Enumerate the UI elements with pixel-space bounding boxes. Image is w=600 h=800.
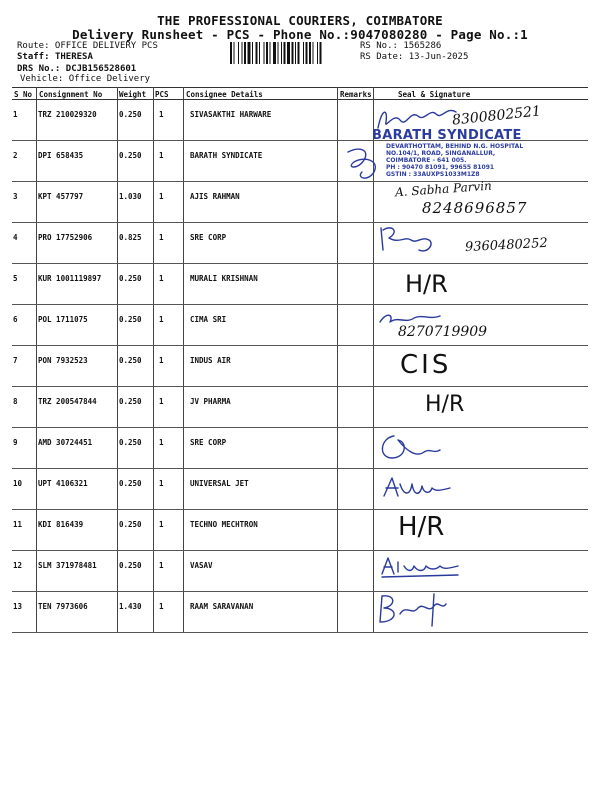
row-sno: 11 xyxy=(13,520,23,529)
row-consignee: UNIVERSAL JET xyxy=(190,479,249,488)
route-label: Route: OFFICE DELIVERY PCS xyxy=(17,41,158,51)
row-sno: 4 xyxy=(13,233,18,242)
barcode-bar xyxy=(313,42,314,64)
table-row xyxy=(12,304,588,345)
barcode-bar xyxy=(273,42,276,64)
row-consignment: DPI 658435 xyxy=(38,151,84,160)
table-top-border xyxy=(12,87,588,88)
row-consignment: PON 7932523 xyxy=(38,356,88,365)
row-weight: 1.430 xyxy=(119,602,142,611)
col-consignee: Consignee Details xyxy=(186,90,263,99)
barcode-bar xyxy=(230,42,232,64)
row-consignment: POL 1711075 xyxy=(38,315,88,324)
row-weight: 0.250 xyxy=(119,397,142,406)
barcode-bar xyxy=(259,42,260,64)
row-sno: 6 xyxy=(13,315,18,324)
barcode-bar xyxy=(320,42,322,64)
row-consignee: JV PHARMA xyxy=(190,397,231,406)
stamp-gstin: GSTIN : 33AUXPS1033M1Z8 xyxy=(386,171,480,178)
barcode-bar xyxy=(270,42,271,64)
col-weight: Weight xyxy=(119,90,147,99)
row-weight: 0.250 xyxy=(119,561,142,570)
table-row xyxy=(12,468,588,509)
stamp-address-2: NO.104/1, ROAD, SINGANALLUR, xyxy=(386,150,496,157)
row-sno: 8 xyxy=(13,397,18,406)
row-consignee: BARATH SYNDICATE xyxy=(190,151,263,160)
row-consignee: TECHNO MECHTRON xyxy=(190,520,258,529)
barcode-bar xyxy=(309,42,311,64)
barcode-bar xyxy=(278,42,279,64)
handwritten-text-row-11: H/R xyxy=(398,512,445,542)
row-consignment: TRZ 210029320 xyxy=(38,110,97,119)
row-weight: 0.825 xyxy=(119,233,142,242)
row-weight: 0.250 xyxy=(119,110,142,119)
row-weight: 0.250 xyxy=(119,479,142,488)
row-consignee: SRE CORP xyxy=(190,438,227,447)
row-sno: 12 xyxy=(13,561,23,570)
runsheet-subtitle: Delivery Runsheet - PCS - Phone No.:9047080280 - Page No.:1 xyxy=(72,27,528,42)
row-weight: 0.250 xyxy=(119,520,142,529)
row-consignment: UPT 4106321 xyxy=(38,479,88,488)
row-sno: 7 xyxy=(13,356,18,365)
row-consignment: KUR 1001119897 xyxy=(38,274,102,283)
handwritten-text-row-7: CIS xyxy=(400,350,452,380)
table-row xyxy=(12,178,588,222)
table-row xyxy=(12,222,588,263)
row-weight: 0.250 xyxy=(119,438,142,447)
company-title: THE PROFESSIONAL COURIERS, COIMBATORE xyxy=(157,13,443,28)
row-pcs: 1 xyxy=(159,438,164,447)
rs-date: RS Date: 13-Jun-2025 xyxy=(360,52,469,62)
row-pcs: 1 xyxy=(159,315,164,324)
row-pcs: 1 xyxy=(159,561,164,570)
barcode-bar xyxy=(287,42,290,64)
row-sno: 9 xyxy=(13,438,18,447)
barcode-bar xyxy=(266,42,268,64)
barcode-bar xyxy=(256,42,258,64)
barcode-bar xyxy=(234,42,235,64)
row-weight: 0.250 xyxy=(119,356,142,365)
row-pcs: 1 xyxy=(159,192,164,201)
table-row xyxy=(12,386,588,427)
barcode-bar xyxy=(317,42,318,64)
handwritten-name-row-3: A. Sabha Parvin xyxy=(394,178,493,200)
row-consignment: PRO 17752906 xyxy=(38,233,93,242)
vehicle-label: Vehicle: Office Delivery xyxy=(20,74,151,84)
row-consignee: AJIS RAHMAN xyxy=(190,192,240,201)
rs-number: RS No.: 1565286 xyxy=(360,41,442,51)
handwritten-text-row-8: H/R xyxy=(425,392,465,417)
barcode-bar xyxy=(238,42,239,64)
barcode-bar xyxy=(306,42,308,64)
barcode-bar xyxy=(298,42,300,64)
table-row xyxy=(12,550,588,591)
row-sno: 3 xyxy=(13,192,18,201)
staff-key: Staff: xyxy=(17,52,50,62)
row-consignee: RAAM SARAVANAN xyxy=(190,602,254,611)
handwritten-phone-row-4: 9360480252 xyxy=(464,235,549,256)
row-consignment: TRZ 200547844 xyxy=(38,397,97,406)
company-stamp xyxy=(372,128,582,178)
row-consignment: AMD 30724451 xyxy=(38,438,93,447)
col-sno: S No xyxy=(14,90,33,99)
stamp-phone: PH : 90470 81091, 99655 81091 xyxy=(386,164,495,171)
row-sno: 1 xyxy=(13,110,18,119)
row-pcs: 1 xyxy=(159,356,164,365)
barcode-bar xyxy=(244,42,246,64)
row-pcs: 1 xyxy=(159,479,164,488)
barcode-bar xyxy=(295,42,296,64)
row-consignee: SRE CORP xyxy=(190,233,227,242)
row-pcs: 1 xyxy=(159,602,164,611)
col-seal-signature: Seal & Signature xyxy=(398,90,471,99)
row-sno: 13 xyxy=(13,602,23,611)
row-weight: 0.250 xyxy=(119,151,142,160)
row-pcs: 1 xyxy=(159,274,164,283)
stamp-address-1: DEVARTHOTTAM, BEHIND N.G. HOSPITAL xyxy=(386,143,524,150)
handwritten-phone-row-6: 8270719909 xyxy=(398,324,488,340)
barcode xyxy=(230,42,356,64)
row-weight: 0.250 xyxy=(119,315,142,324)
barcode-bar xyxy=(264,42,265,64)
row-consignment: KPT 457797 xyxy=(38,192,84,201)
drs-value: DCJB156528601 xyxy=(65,64,137,74)
row-pcs: 1 xyxy=(159,151,164,160)
barcode-bar xyxy=(292,42,294,64)
table-row xyxy=(12,509,588,550)
row-consignment: KDI 816439 xyxy=(38,520,84,529)
row-pcs: 1 xyxy=(159,520,164,529)
handwritten-phone-row-3: 8248696857 xyxy=(422,199,528,217)
row-consignee: CIMA SRI xyxy=(190,315,227,324)
row-consignee: MURALI KRISHNAN xyxy=(190,274,258,283)
row-consignment: SLM 371978481 xyxy=(38,561,97,570)
barcode-bar xyxy=(242,42,243,64)
barcode-bar xyxy=(281,42,282,64)
col-consignment: Consignment No xyxy=(39,90,103,99)
col-pcs: PCS xyxy=(155,90,169,99)
row-sno: 10 xyxy=(13,479,23,488)
table-bottom-border xyxy=(12,632,588,633)
row-pcs: 1 xyxy=(159,110,164,119)
col-remarks: Remarks xyxy=(340,90,372,99)
barcode-bar xyxy=(252,42,253,64)
row-consignment: TEN 7973606 xyxy=(38,602,88,611)
row-sno: 5 xyxy=(13,274,18,283)
handwritten-phone-row-1: 8300802521 xyxy=(451,103,542,129)
handwritten-text-row-5: H/R xyxy=(405,270,448,298)
table-row xyxy=(12,591,588,632)
row-weight: 0.250 xyxy=(119,274,142,283)
table-row xyxy=(12,263,588,304)
barcode-bar xyxy=(284,42,286,64)
table-row xyxy=(12,345,588,386)
row-pcs: 1 xyxy=(159,233,164,242)
barcode-bar xyxy=(248,42,251,64)
row-consignee: VASAV xyxy=(190,561,213,570)
stamp-address-3: COIMBATORE - 641 005. xyxy=(386,157,467,164)
table-row xyxy=(12,427,588,468)
stamp-name: BARATH SYNDICATE xyxy=(372,128,522,143)
row-sno: 2 xyxy=(13,151,18,160)
row-pcs: 1 xyxy=(159,397,164,406)
staff-value: THERESA xyxy=(54,52,93,62)
drs-key: DRS No.: xyxy=(17,64,61,74)
row-consignee: SIVASAKTHI HARWARE xyxy=(190,110,272,119)
barcode-bar xyxy=(303,42,304,64)
row-weight: 1.030 xyxy=(119,192,142,201)
drs-number xyxy=(17,64,136,74)
row-consignee: INDUS AIR xyxy=(190,356,231,365)
staff-label xyxy=(17,52,93,62)
